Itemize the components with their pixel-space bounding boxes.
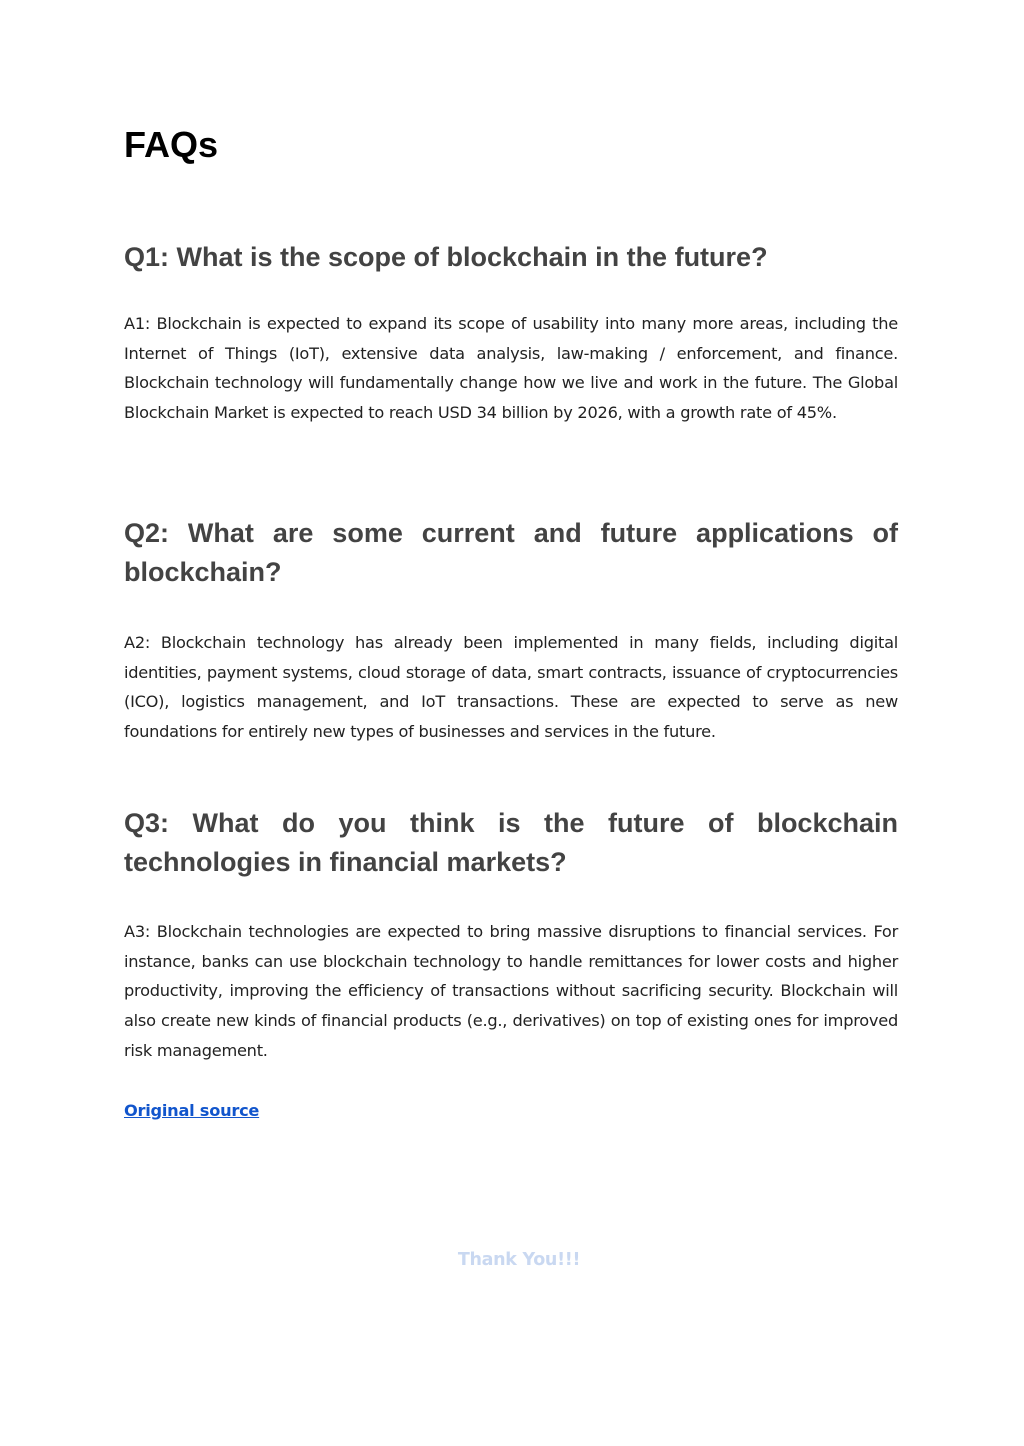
faq-question-1: Q1: What is the scope of blockchain in the future? [124,242,768,272]
faq-answer-1: A1: Blockchain is expected to expand its scope of usability into many more areas, including the Internet of Things (IoT), extensive data analysis, law-making / enforcement, and finance. Blockchain technology will fundamentally change how we live and work in the future. The Global Blockchain Market is expected to reach USD 34 billion by 2026, with a growth rate of 45%. [124,314,898,423]
faq-answer-3: A3: Blockchain technologies are expected to bring massive disruptions to financial services. For instance, banks can use blockchain technology to handle remittances for lower costs and higher productivity, improving the efficiency of transactions without sacrificing security. Blockchain will also create new kinds of financial products (e.g., derivatives) on top of existing ones for improved risk management. [124,922,898,1060]
faq-question-2: Q2: What are some current and future applications of blockchain? [124,518,898,587]
page-title: FAQs [124,124,219,165]
original-source-link[interactable]: Original source [124,1101,260,1120]
faq-answer-2: A2: Blockchain technology has already been implemented in many fields, including digital identities, payment systems, cloud storage of data, smart contracts, issuance of cryptocurrencies (ICO), logistics management, and IoT transactions. These are expected to serve as new foundations for entirely new types of businesses and services in the future. [124,633,898,742]
faq-question-3: Q3: What do you think is the future of blockchain technologies in financial markets? [124,808,898,877]
thank-you-closing: Thank You!!! [457,1250,581,1270]
